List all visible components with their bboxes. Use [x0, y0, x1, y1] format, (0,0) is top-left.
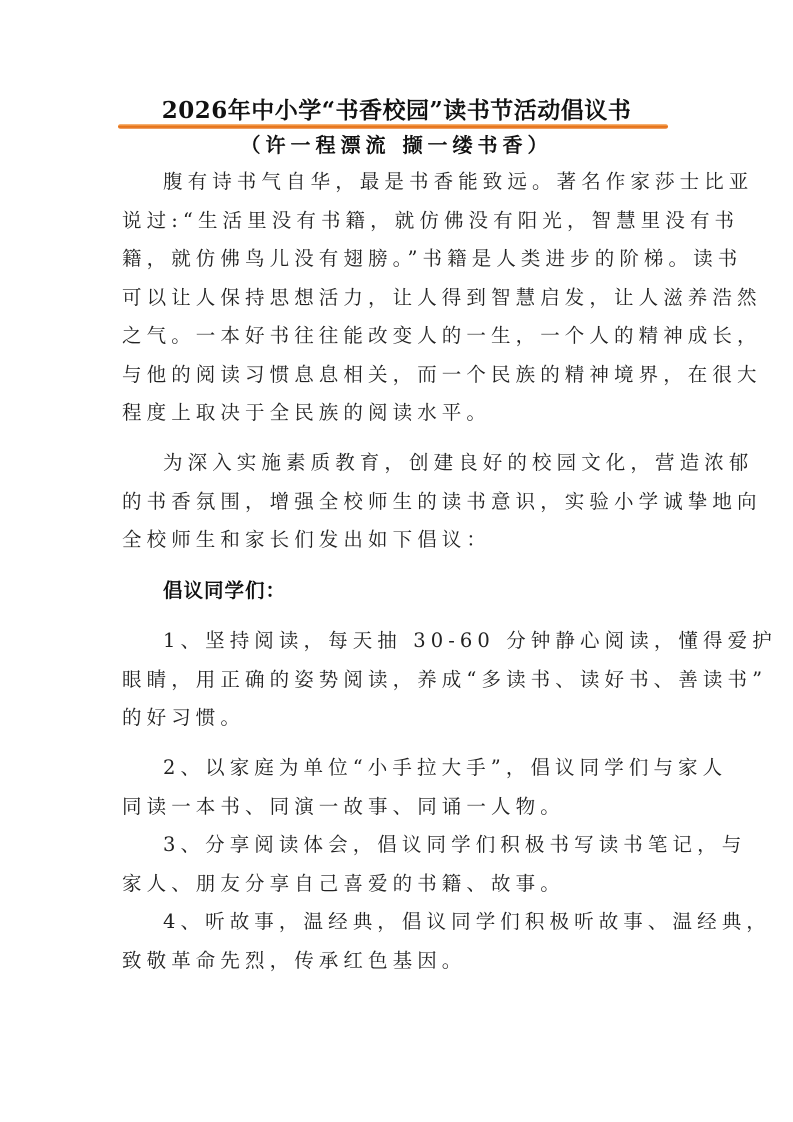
item-1-line: 的好习惯。 — [122, 706, 246, 729]
item-4-line: 致敬革命先烈，传承红色基因。 — [122, 949, 467, 972]
paragraph-1-line: 腹有诗书气自华，最是书香能致远。著名作家莎士比亚 — [163, 170, 754, 193]
section-heading: 倡议同学们： — [163, 579, 287, 602]
document-subtitle: （许一程漂流 撷一缕书香） — [240, 133, 553, 157]
paragraph-2-line: 的书香氛围，增强全校师生的读书意识，实验小学诚挚地向 — [122, 490, 762, 513]
title-underline — [118, 124, 668, 129]
paragraph-1-line: 可以让人保持思想活力，让人得到智慧启发，让人滋养浩然 — [122, 286, 762, 309]
paragraph-2-line: 为深入实施素质教育，创建良好的校园文化，营造浓郁 — [163, 451, 754, 474]
paragraph-1-line: 籍，就仿佛鸟儿没有翅膀。”书籍是人类进步的阶梯。读书 — [122, 247, 743, 270]
paragraph-1-line: 与他的阅读习惯息息相关，而一个民族的精神境界，在很大 — [122, 363, 762, 386]
paragraph-2-line: 全校师生和家长们发出如下倡议： — [122, 528, 492, 551]
item-2-line: 2、以家庭为单位“小手拉大手”，倡议同学们与家人 — [163, 756, 728, 779]
item-1-line: 1、坚持阅读，每天抽 30-60 分钟静心阅读，懂得爱护 — [163, 629, 777, 652]
item-4-line: 4、听故事，温经典，倡议同学们积极听故事、温经典， — [163, 910, 771, 933]
paragraph-1-line: 程度上取决于全民族的阅读水平。 — [122, 401, 492, 424]
item-1-line: 眼睛，用正确的姿势阅读，养成“多读书、读好书、善读书” — [122, 668, 768, 691]
paragraph-1-line: 说过:“生活里没有书籍，就仿佛没有阳光，智慧里没有书 — [122, 209, 740, 232]
paragraph-1-line: 之气。一本好书往往能改变人的一生，一个人的精神成长， — [122, 324, 762, 347]
item-2-line: 同读一本书、同演一故事、同诵一人物。 — [122, 795, 565, 818]
item-3-line: 家人、朋友分享自己喜爱的书籍、故事。 — [122, 872, 565, 895]
document-title: 2026年中小学“书香校园”读书节活动倡议书 — [161, 97, 632, 124]
item-3-line: 3、分享阅读体会，倡议同学们积极书写读书笔记，与 — [163, 833, 747, 856]
